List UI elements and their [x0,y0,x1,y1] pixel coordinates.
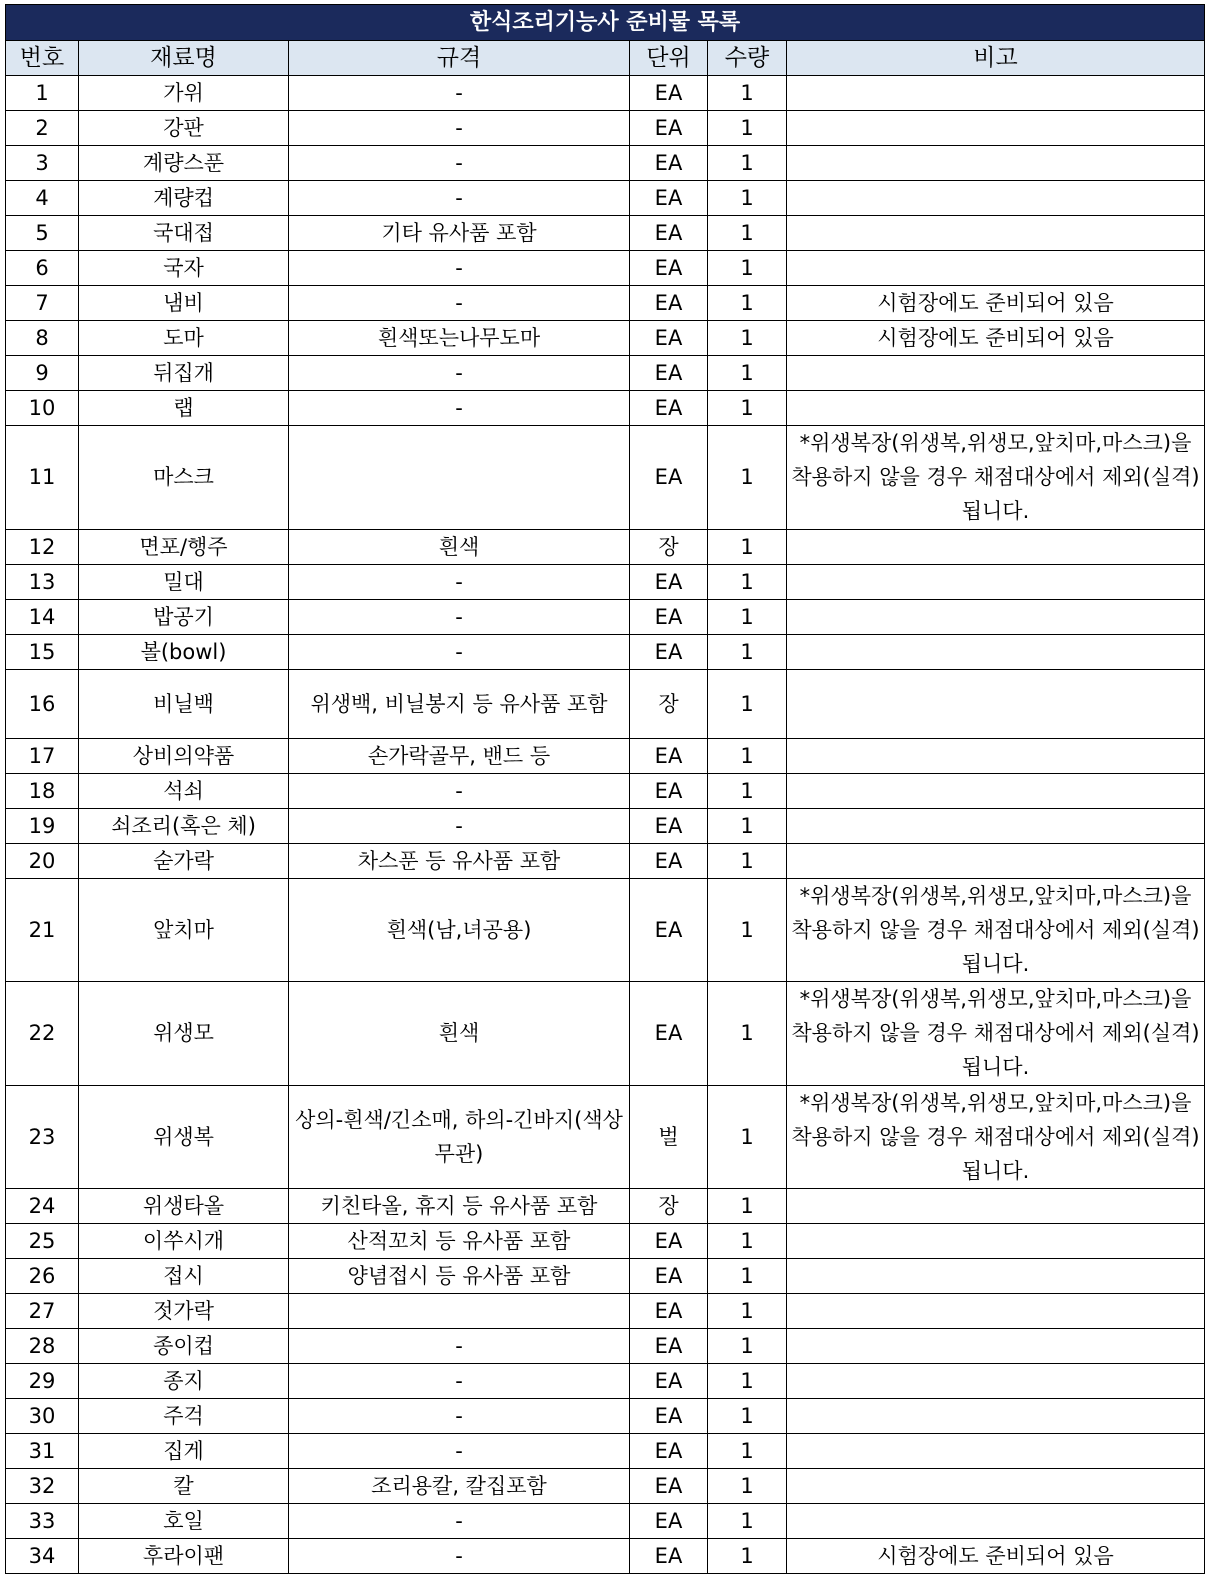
table-row [6,669,1205,738]
cell-no: 20 [6,843,79,878]
cell-unit: EA [630,738,708,773]
cell-note [787,146,1205,181]
cell-no: 16 [6,669,79,738]
cell-qty: 1 [708,982,787,1086]
cell-spec [289,426,630,530]
cell-qty: 1 [708,391,787,426]
cell-name: 위생타올 [79,1189,289,1224]
cell-qty: 1 [708,286,787,321]
cell-name: 후라이팬 [79,1539,289,1574]
header-name: 재료명 [79,41,289,76]
cell-unit: EA [630,1504,708,1539]
cell-name: 상비의약품 [79,738,289,773]
cell-note [787,1504,1205,1539]
cell-no: 21 [6,878,79,982]
cell-name: 가위 [79,76,289,111]
table-row [6,1504,1205,1539]
cell-spec: - [289,391,630,426]
cell-note: 시험장에도 준비되어 있음 [787,286,1205,321]
cell-qty: 1 [708,1539,787,1574]
table-row [6,878,1205,982]
cell-note [787,76,1205,111]
cell-unit: EA [630,843,708,878]
table-row [6,1259,1205,1294]
cell-spec: - [289,146,630,181]
cell-name: 국자 [79,251,289,286]
cell-qty: 1 [708,1224,787,1259]
cell-no: 25 [6,1224,79,1259]
table-row [6,146,1205,181]
cell-qty: 1 [708,1469,787,1504]
cell-unit: EA [630,426,708,530]
cell-spec: 위생백, 비닐봉지 등 유사품 포함 [289,669,630,738]
cell-no: 33 [6,1504,79,1539]
cell-no: 4 [6,181,79,216]
table-row [6,76,1205,111]
cell-qty: 1 [708,529,787,564]
cell-qty: 1 [708,1434,787,1469]
cell-note: 시험장에도 준비되어 있음 [787,1539,1205,1574]
cell-spec: - [289,808,630,843]
cell-name: 계량컵 [79,181,289,216]
table-row [6,286,1205,321]
cell-no: 7 [6,286,79,321]
cell-name: 쇠조리(혹은 체) [79,808,289,843]
cell-spec: - [289,634,630,669]
cell-name: 계량스푼 [79,146,289,181]
cell-unit: 장 [630,1189,708,1224]
cell-note [787,599,1205,634]
cell-qty: 1 [708,1259,787,1294]
cell-no: 24 [6,1189,79,1224]
cell-spec: 산적꼬치 등 유사품 포함 [289,1224,630,1259]
cell-no: 11 [6,426,79,530]
cell-spec: - [289,1399,630,1434]
cell-spec: - [289,564,630,599]
table-row [6,1399,1205,1434]
cell-qty: 1 [708,146,787,181]
cell-spec: 양념접시 등 유사품 포함 [289,1259,630,1294]
cell-qty: 1 [708,251,787,286]
cell-unit: EA [630,1434,708,1469]
cell-qty: 1 [708,76,787,111]
header-note: 비고 [787,41,1205,76]
cell-name: 이쑤시개 [79,1224,289,1259]
cell-no: 5 [6,216,79,251]
cell-qty: 1 [708,878,787,982]
cell-no: 2 [6,111,79,146]
cell-spec: - [289,356,630,391]
cell-name: 접시 [79,1259,289,1294]
cell-unit: EA [630,391,708,426]
cell-unit: EA [630,1364,708,1399]
cell-unit: EA [630,808,708,843]
cell-no: 9 [6,356,79,391]
cell-no: 14 [6,599,79,634]
cell-name: 위생모 [79,982,289,1086]
cell-spec: - [289,251,630,286]
cell-unit: EA [630,564,708,599]
cell-no: 10 [6,391,79,426]
cell-no: 22 [6,982,79,1086]
cell-spec: - [289,1504,630,1539]
table-row [6,1294,1205,1329]
cell-name: 마스크 [79,426,289,530]
cell-qty: 1 [708,1189,787,1224]
cell-no: 27 [6,1294,79,1329]
cell-no: 32 [6,1469,79,1504]
cell-note [787,216,1205,251]
cell-name: 비닐백 [79,669,289,738]
cell-spec: - [289,111,630,146]
table-row [6,808,1205,843]
cell-qty: 1 [708,1399,787,1434]
cell-spec: 흰색 [289,982,630,1086]
cell-spec: 차스푼 등 유사품 포함 [289,843,630,878]
cell-name: 뒤집개 [79,356,289,391]
cell-unit: EA [630,599,708,634]
cell-unit: EA [630,1539,708,1574]
cell-note [787,669,1205,738]
cell-qty: 1 [708,1294,787,1329]
cell-note [787,1364,1205,1399]
cell-no: 19 [6,808,79,843]
table-title: 한식조리기능사 준비물 목록 [6,5,1205,41]
cell-no: 12 [6,529,79,564]
cell-spec: - [289,1539,630,1574]
cell-no: 13 [6,564,79,599]
cell-spec: - [289,181,630,216]
cell-spec: - [289,76,630,111]
cell-name: 밥공기 [79,599,289,634]
cell-spec: 키친타올, 휴지 등 유사품 포함 [289,1189,630,1224]
cell-qty: 1 [708,356,787,391]
cell-note [787,738,1205,773]
cell-unit: EA [630,251,708,286]
cell-spec: 상의-흰색/긴소매, 하의-긴바지(색상무관) [289,1085,630,1189]
cell-no: 6 [6,251,79,286]
cell-qty: 1 [708,808,787,843]
cell-no: 30 [6,1399,79,1434]
table-row [6,1329,1205,1364]
cell-spec [289,1294,630,1329]
cell-note [787,1434,1205,1469]
cell-unit: EA [630,146,708,181]
table-row [6,564,1205,599]
table-row [6,1189,1205,1224]
cell-note: *위생복장(위생복,위생모,앞치마,마스크)을 착용하지 않을 경우 채점대상에서 제외(실격)됩니다. [787,982,1205,1086]
cell-qty: 1 [708,181,787,216]
table-row [6,843,1205,878]
cell-qty: 1 [708,599,787,634]
cell-note [787,251,1205,286]
cell-note [787,564,1205,599]
cell-note [787,1399,1205,1434]
supplies-table [5,4,1205,1574]
cell-note: *위생복장(위생복,위생모,앞치마,마스크)을 착용하지 않을 경우 채점대상에서 제외(실격)됩니다. [787,878,1205,982]
cell-unit: EA [630,634,708,669]
cell-spec: - [289,599,630,634]
cell-unit: EA [630,1329,708,1364]
cell-qty: 1 [708,1329,787,1364]
cell-spec: 흰색(남,녀공용) [289,878,630,982]
cell-note [787,1294,1205,1329]
cell-spec: 조리용칼, 칼집포함 [289,1469,630,1504]
table-row [6,181,1205,216]
cell-qty: 1 [708,1364,787,1399]
cell-no: 26 [6,1259,79,1294]
cell-name: 국대접 [79,216,289,251]
cell-qty: 1 [708,111,787,146]
cell-note: 시험장에도 준비되어 있음 [787,321,1205,356]
cell-note [787,1469,1205,1504]
cell-qty: 1 [708,564,787,599]
table-row [6,1434,1205,1469]
cell-note [787,1259,1205,1294]
cell-name: 칼 [79,1469,289,1504]
cell-spec: - [289,1364,630,1399]
cell-no: 8 [6,321,79,356]
table-row [6,356,1205,391]
cell-qty: 1 [708,426,787,530]
header-no: 번호 [6,41,79,76]
cell-name: 앞치마 [79,878,289,982]
cell-name: 집게 [79,1434,289,1469]
cell-no: 23 [6,1085,79,1189]
table-row [6,599,1205,634]
cell-note [787,356,1205,391]
cell-name: 밀대 [79,564,289,599]
header-spec: 규격 [289,41,630,76]
cell-name: 주걱 [79,1399,289,1434]
cell-unit: EA [630,1259,708,1294]
cell-name: 강판 [79,111,289,146]
cell-name: 호일 [79,1504,289,1539]
cell-name: 석쇠 [79,773,289,808]
table-row [6,426,1205,530]
cell-name: 젓가락 [79,1294,289,1329]
cell-unit: EA [630,321,708,356]
cell-qty: 1 [708,843,787,878]
table-row [6,251,1205,286]
cell-name: 볼(bowl) [79,634,289,669]
cell-qty: 1 [708,738,787,773]
cell-no: 1 [6,76,79,111]
cell-qty: 1 [708,216,787,251]
table-row [6,1364,1205,1399]
cell-spec: 손가락골무, 밴드 등 [289,738,630,773]
cell-spec: - [289,1434,630,1469]
cell-note [787,634,1205,669]
table-row [6,111,1205,146]
cell-note [787,808,1205,843]
cell-spec: - [289,286,630,321]
cell-unit: EA [630,982,708,1086]
table-row [6,1469,1205,1504]
cell-note: *위생복장(위생복,위생모,앞치마,마스크)을 착용하지 않을 경우 채점대상에서 제외(실격)됩니다. [787,1085,1205,1189]
cell-no: 15 [6,634,79,669]
cell-note [787,391,1205,426]
cell-name: 냄비 [79,286,289,321]
header-row [6,41,1205,76]
table-row [6,773,1205,808]
cell-spec: 흰색또는나무도마 [289,321,630,356]
cell-unit: 장 [630,529,708,564]
table-row [6,529,1205,564]
cell-unit: EA [630,76,708,111]
cell-spec: - [289,1329,630,1364]
cell-name: 종지 [79,1364,289,1399]
cell-no: 3 [6,146,79,181]
cell-note [787,1224,1205,1259]
cell-name: 종이컵 [79,1329,289,1364]
cell-name: 면포/행주 [79,529,289,564]
cell-note [787,773,1205,808]
table-row [6,321,1205,356]
cell-note: *위생복장(위생복,위생모,앞치마,마스크)을 착용하지 않을 경우 채점대상에서 제외(실격)됩니다. [787,426,1205,530]
table-row [6,1224,1205,1259]
cell-unit: EA [630,1294,708,1329]
cell-qty: 1 [708,669,787,738]
cell-note [787,1329,1205,1364]
cell-name: 위생복 [79,1085,289,1189]
cell-qty: 1 [708,1504,787,1539]
cell-unit: EA [630,1399,708,1434]
table-row [6,216,1205,251]
cell-no: 29 [6,1364,79,1399]
cell-unit: EA [630,111,708,146]
cell-no: 18 [6,773,79,808]
cell-unit: EA [630,1469,708,1504]
cell-qty: 1 [708,321,787,356]
table-row [6,1085,1205,1189]
title-row [6,5,1205,41]
table-row [6,634,1205,669]
cell-unit: EA [630,181,708,216]
cell-name: 도마 [79,321,289,356]
table-row [6,1539,1205,1574]
cell-qty: 1 [708,773,787,808]
header-qty: 수량 [708,41,787,76]
cell-unit: EA [630,1224,708,1259]
cell-note [787,181,1205,216]
table-row [6,982,1205,1086]
cell-unit: EA [630,878,708,982]
cell-name: 숟가락 [79,843,289,878]
cell-unit: EA [630,216,708,251]
cell-note [787,843,1205,878]
cell-unit: 장 [630,669,708,738]
cell-unit: EA [630,286,708,321]
cell-spec: 기타 유사품 포함 [289,216,630,251]
table-row [6,738,1205,773]
cell-spec: 흰색 [289,529,630,564]
cell-unit: 벌 [630,1085,708,1189]
cell-no: 28 [6,1329,79,1364]
cell-note [787,111,1205,146]
cell-no: 31 [6,1434,79,1469]
cell-note [787,529,1205,564]
cell-qty: 1 [708,1085,787,1189]
cell-no: 17 [6,738,79,773]
cell-note [787,1189,1205,1224]
cell-unit: EA [630,356,708,391]
cell-no: 34 [6,1539,79,1574]
cell-name: 랩 [79,391,289,426]
header-unit: 단위 [630,41,708,76]
cell-unit: EA [630,773,708,808]
table-row [6,391,1205,426]
cell-spec: - [289,773,630,808]
cell-qty: 1 [708,634,787,669]
